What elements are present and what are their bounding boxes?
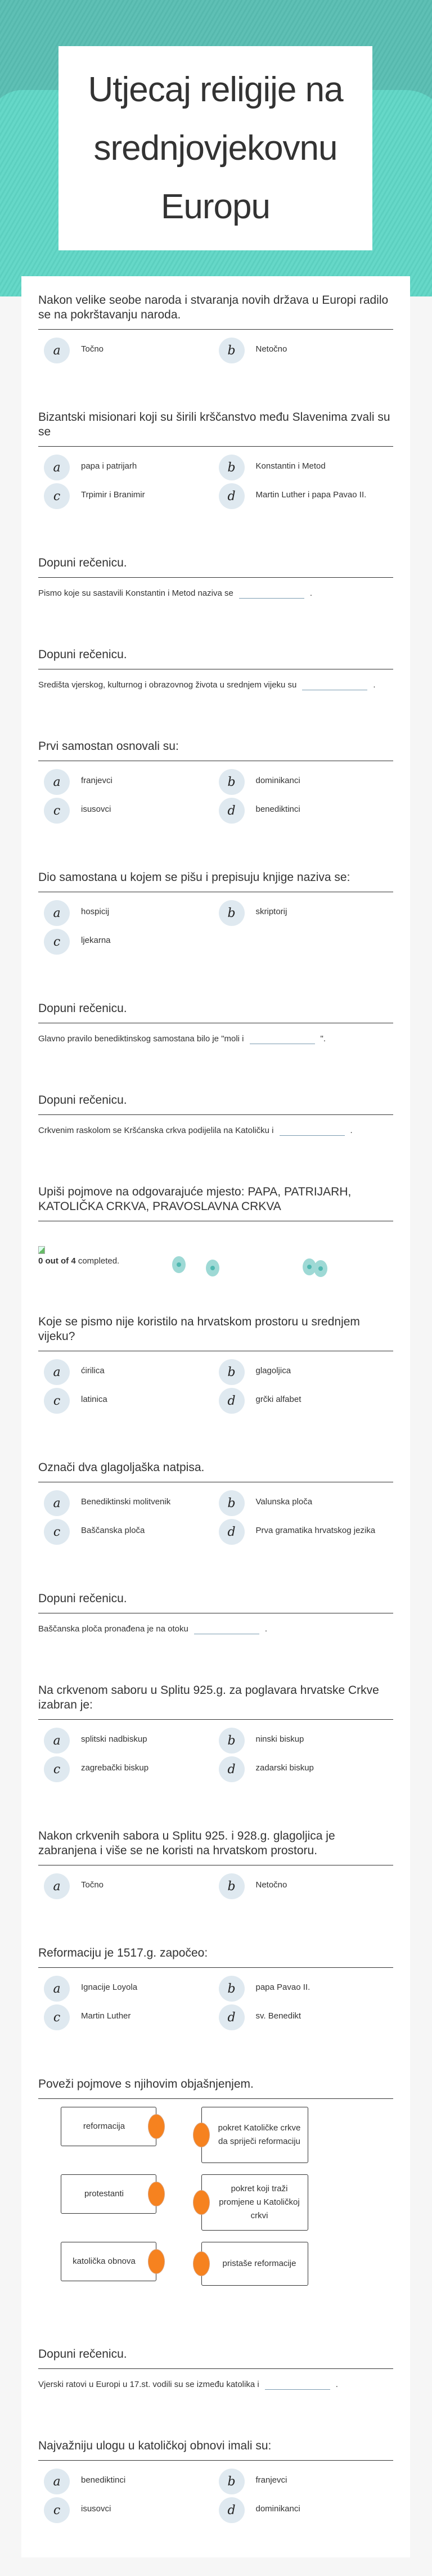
question-fill bbox=[38, 1001, 393, 1047]
option-text: Netočno bbox=[255, 344, 287, 354]
match-connector-right[interactable] bbox=[193, 2190, 210, 2215]
broken-image-icon bbox=[38, 1246, 45, 1254]
header-banner bbox=[0, 0, 432, 296]
question-mc bbox=[38, 410, 393, 510]
option-d[interactable] bbox=[219, 2497, 394, 2524]
progress-area bbox=[38, 1229, 393, 1269]
progress-suffix: completed. bbox=[75, 1256, 120, 1266]
question-title: Dopuni rečenicu. bbox=[38, 1592, 393, 1613]
option-text: benediktinci bbox=[81, 2475, 126, 2485]
option-text: dominikanci bbox=[255, 776, 300, 785]
match-connector-left[interactable] bbox=[148, 2182, 165, 2206]
option-letter-d-icon: d bbox=[219, 1756, 245, 1782]
question-title: Dopuni rečenicu. bbox=[38, 1093, 393, 1115]
option-b[interactable] bbox=[219, 455, 394, 481]
option-text: Točno bbox=[81, 344, 104, 354]
option-letter-b-icon: b bbox=[219, 1728, 245, 1754]
fill-sentence bbox=[38, 1621, 393, 1637]
option-text: Konstantin i Metod bbox=[255, 461, 326, 471]
option-text: franjevci bbox=[255, 2475, 287, 2485]
sentence-text: Središta vjerskog, kulturnog i obrazovnog života u srednjem vijeku su bbox=[38, 680, 297, 690]
option-text: ljekarna bbox=[81, 936, 111, 945]
question-title: Dopuni rečenicu. bbox=[38, 556, 393, 578]
blank-input[interactable] bbox=[280, 1126, 345, 1136]
sentence-end: . bbox=[335, 2380, 338, 2389]
option-letter-a-icon: a bbox=[44, 1490, 70, 1516]
options-grid bbox=[38, 1976, 393, 2031]
sentence-text: Glavno pravilo benediktinskog samostana bilo je "moli i bbox=[38, 1034, 244, 1044]
drop-target-hotspot[interactable] bbox=[172, 1256, 186, 1273]
option-letter-a-icon: a bbox=[44, 338, 70, 363]
match-right-item[interactable]: pokret Katoličke crkve da spriječi reformaciju bbox=[201, 2107, 308, 2163]
option-letter-c-icon: c bbox=[44, 929, 70, 955]
option-text: Martin Luther i papa Pavao II. bbox=[255, 490, 367, 500]
question-title: Prvi samostan osnovali su: bbox=[38, 739, 393, 761]
option-a[interactable] bbox=[44, 1359, 219, 1386]
blank-input[interactable] bbox=[250, 1034, 315, 1044]
option-text: zadarski biskup bbox=[255, 1763, 314, 1773]
question-title: Na crkvenom saboru u Splitu 925.g. za poglavara hrvatske Crkve izabran je: bbox=[38, 1683, 393, 1720]
fill-sentence bbox=[38, 677, 393, 693]
sentence-text: Baščanska ploča pronađena je na otoku bbox=[38, 1624, 188, 1634]
option-letter-b-icon: b bbox=[219, 900, 245, 926]
question-title: Poveži pojmove s njihovim objašnjenjem. bbox=[38, 2077, 393, 2099]
question-fill bbox=[38, 556, 393, 601]
option-text: skriptorij bbox=[255, 907, 287, 916]
option-text: isusovci bbox=[81, 2504, 111, 2514]
question-title: Nakon crkvenih sabora u Splitu 925. i 928.g. glagoljica je zabranjena i više se ne koristi na hrvatskom prostoru. bbox=[38, 1829, 393, 1865]
question-mc bbox=[38, 1683, 393, 1783]
option-d[interactable] bbox=[219, 1756, 394, 1783]
option-letter-a-icon: a bbox=[44, 1976, 70, 2002]
option-letter-d-icon: d bbox=[219, 1519, 245, 1545]
option-a[interactable] bbox=[44, 1976, 219, 2002]
option-c[interactable] bbox=[44, 1388, 219, 1414]
options-grid bbox=[38, 1359, 393, 1414]
drop-target-hotspot[interactable] bbox=[206, 1260, 219, 1276]
option-c[interactable] bbox=[44, 1519, 219, 1545]
option-b[interactable] bbox=[219, 1728, 394, 1754]
option-c[interactable] bbox=[44, 798, 219, 824]
option-text: ninski biskup bbox=[255, 1734, 304, 1744]
option-d[interactable] bbox=[219, 798, 394, 824]
question-title: Reformaciju je 1517.g. započeo: bbox=[38, 1946, 393, 1968]
question-mc bbox=[38, 1315, 393, 1414]
option-d[interactable] bbox=[219, 1519, 394, 1545]
option-text: Točno bbox=[81, 1880, 104, 1890]
title-box bbox=[58, 46, 372, 250]
question-fill bbox=[38, 1093, 393, 1139]
option-letter-d-icon: d bbox=[219, 798, 245, 824]
option-c[interactable] bbox=[44, 2004, 219, 2031]
option-b[interactable] bbox=[219, 769, 394, 795]
match-right-item[interactable]: pristaše reformacije bbox=[201, 2242, 308, 2286]
fill-sentence bbox=[38, 1031, 393, 1047]
option-text: splitski nadbiskup bbox=[81, 1734, 147, 1744]
option-d[interactable] bbox=[219, 483, 394, 510]
option-b[interactable] bbox=[219, 2469, 394, 2495]
option-c[interactable] bbox=[44, 929, 219, 955]
progress-count: 0 out of 4 bbox=[38, 1256, 76, 1266]
options-grid bbox=[38, 2469, 393, 2524]
question-title: Najvažniju ulogu u katoličkoj obnovi imali su: bbox=[38, 2439, 393, 2461]
question-fill bbox=[38, 648, 393, 693]
match-left-item[interactable]: reformacija bbox=[61, 2107, 156, 2146]
match-left-item[interactable]: katolička obnova bbox=[61, 2242, 156, 2281]
option-letter-c-icon: c bbox=[44, 798, 70, 824]
option-letter-a-icon: a bbox=[44, 1359, 70, 1385]
question-progress bbox=[38, 1185, 393, 1269]
sentence-end: . bbox=[264, 1624, 268, 1634]
option-letter-b-icon: b bbox=[219, 1873, 245, 1899]
option-letter-a-icon: a bbox=[44, 455, 70, 480]
option-letter-c-icon: c bbox=[44, 1388, 70, 1414]
option-text: sv. Benedikt bbox=[255, 2011, 302, 2021]
option-letter-d-icon: d bbox=[219, 2497, 245, 2523]
option-text: Valunska ploča bbox=[255, 1497, 313, 1507]
blank-input[interactable] bbox=[239, 588, 304, 599]
option-letter-a-icon: a bbox=[44, 1728, 70, 1754]
option-letter-c-icon: c bbox=[44, 1756, 70, 1782]
matching-area bbox=[38, 2107, 393, 2301]
option-letter-d-icon: d bbox=[219, 2004, 245, 2030]
sentence-text: Crkvenim raskolom se Kršćanska crkva podijelila na Katoličku i bbox=[38, 1126, 274, 1135]
option-letter-b-icon: b bbox=[219, 1359, 245, 1385]
match-connector-left[interactable] bbox=[148, 2249, 165, 2274]
fill-sentence bbox=[38, 1123, 393, 1139]
question-mc bbox=[38, 739, 393, 824]
match-connector-right[interactable] bbox=[193, 2123, 210, 2147]
question-mc bbox=[38, 1829, 393, 1900]
question-title: Dopuni rečenicu. bbox=[38, 1001, 393, 1023]
fill-sentence bbox=[38, 2377, 393, 2393]
option-text: Netočno bbox=[255, 1880, 287, 1890]
option-b[interactable] bbox=[219, 900, 394, 927]
option-text: hospicij bbox=[81, 907, 110, 916]
question-mc bbox=[38, 1946, 393, 2031]
option-letter-d-icon: d bbox=[219, 483, 245, 509]
question-mc bbox=[38, 2439, 393, 2524]
option-b[interactable] bbox=[219, 1490, 394, 1517]
option-letter-b-icon: b bbox=[219, 455, 245, 480]
option-a[interactable] bbox=[44, 769, 219, 795]
option-text: grčki alfabet bbox=[255, 1395, 302, 1404]
option-letter-a-icon: a bbox=[44, 900, 70, 926]
sentence-text: Vjerski ratovi u Europi u 17.st. vodili su se između katolika i bbox=[38, 2380, 259, 2389]
option-text: benediktinci bbox=[255, 804, 300, 814]
blank-input[interactable] bbox=[302, 680, 367, 690]
option-a[interactable] bbox=[44, 2469, 219, 2495]
option-letter-b-icon: b bbox=[219, 2469, 245, 2494]
option-text: latinica bbox=[81, 1395, 107, 1404]
option-text: Martin Luther bbox=[81, 2011, 131, 2021]
page-title: Utjecaj religije na srednjovjekovnu Europu bbox=[88, 70, 343, 226]
options-grid bbox=[38, 900, 393, 955]
sentence-end: . bbox=[309, 588, 313, 598]
question-title: Koje se pismo nije koristilo na hrvatskom prostoru u srednjem vijeku? bbox=[38, 1315, 393, 1351]
option-text: Trpimir i Branimir bbox=[81, 490, 145, 500]
match-connector-right[interactable] bbox=[193, 2251, 210, 2276]
option-text: Benediktinski molitvenik bbox=[81, 1497, 171, 1507]
sentence-end: . bbox=[373, 680, 376, 690]
question-title: Bizantski misionari koji su širili krščanstvo među Slavenima zvali su se bbox=[38, 410, 393, 447]
question-fill bbox=[38, 2347, 393, 2393]
option-letter-b-icon: b bbox=[219, 1490, 245, 1516]
option-text: isusovci bbox=[81, 804, 111, 814]
option-c[interactable] bbox=[44, 1756, 219, 1783]
option-b[interactable] bbox=[219, 338, 394, 364]
option-b[interactable] bbox=[219, 1359, 394, 1386]
question-mc bbox=[38, 1460, 393, 1545]
option-d[interactable] bbox=[219, 1388, 394, 1414]
question-title: Dopuni rečenicu. bbox=[38, 2347, 393, 2369]
option-letter-b-icon: b bbox=[219, 1976, 245, 2002]
question-mc bbox=[38, 870, 393, 955]
option-a[interactable] bbox=[44, 455, 219, 481]
question-title: Upiši pojmove na odgovarajuće mjesto: PAPA, PATRIJARH, KATOLIČKA CRKVA, PRAVOSLAVNA CRKVA bbox=[38, 1185, 393, 1221]
question-match bbox=[38, 2077, 393, 2301]
option-letter-a-icon: a bbox=[44, 2469, 70, 2494]
option-text: Ignacije Loyola bbox=[81, 1982, 138, 1992]
quiz-card bbox=[21, 276, 410, 2557]
option-text: papa i patrijarh bbox=[81, 461, 137, 471]
option-c[interactable] bbox=[44, 2497, 219, 2524]
question-mc bbox=[38, 293, 393, 364]
match-right-item[interactable]: pokret koji traži promjene u Katoličkoj crkvi bbox=[201, 2174, 308, 2231]
options-grid bbox=[38, 1728, 393, 1783]
match-left-item[interactable]: protestanti bbox=[61, 2174, 156, 2214]
option-text: zagrebački biskup bbox=[81, 1763, 149, 1773]
option-letter-b-icon: b bbox=[219, 338, 245, 363]
option-a[interactable] bbox=[44, 1873, 219, 1900]
blank-input[interactable] bbox=[265, 2380, 330, 2390]
question-title: Nakon velike seobe naroda i stvaranja novih država u Europi radilo se na pokrštavanju naroda. bbox=[38, 293, 393, 330]
option-a[interactable] bbox=[44, 1490, 219, 1517]
option-a[interactable] bbox=[44, 1728, 219, 1754]
sentence-text: Pismo koje su sastavili Konstantin i Metod naziva se bbox=[38, 588, 233, 598]
option-a[interactable] bbox=[44, 338, 219, 364]
option-c[interactable] bbox=[44, 483, 219, 510]
options-grid bbox=[38, 338, 393, 364]
option-a[interactable] bbox=[44, 900, 219, 927]
option-b[interactable] bbox=[219, 1976, 394, 2002]
question-fill bbox=[38, 1592, 393, 1637]
options-grid bbox=[38, 455, 393, 510]
fill-sentence bbox=[38, 586, 393, 601]
option-text: ćirilica bbox=[81, 1366, 105, 1375]
options-grid bbox=[38, 1873, 393, 1900]
option-letter-c-icon: c bbox=[44, 2497, 70, 2523]
option-letter-c-icon: c bbox=[44, 483, 70, 509]
option-text: glagoljica bbox=[255, 1366, 291, 1375]
question-title: Označi dva glagoljaška natpisa. bbox=[38, 1460, 393, 1482]
option-b[interactable] bbox=[219, 1873, 394, 1900]
option-letter-a-icon: a bbox=[44, 1873, 70, 1899]
option-text: dominikanci bbox=[255, 2504, 300, 2514]
options-grid bbox=[38, 769, 393, 824]
option-letter-c-icon: c bbox=[44, 1519, 70, 1545]
option-letter-c-icon: c bbox=[44, 2004, 70, 2030]
match-connector-left[interactable] bbox=[148, 2114, 165, 2139]
option-text: Prva gramatika hrvatskog jezika bbox=[255, 1526, 376, 1535]
option-d[interactable] bbox=[219, 2004, 394, 2031]
question-title: Dopuni rečenicu. bbox=[38, 648, 393, 669]
sentence-end: . bbox=[350, 1126, 353, 1135]
question-title: Dio samostana u kojem se pišu i prepisuju knjige naziva se: bbox=[38, 870, 393, 892]
options-grid bbox=[38, 1490, 393, 1545]
option-text: Baščanska ploča bbox=[81, 1526, 145, 1535]
blank-input[interactable] bbox=[194, 1624, 259, 1634]
option-text: franjevci bbox=[81, 776, 112, 785]
drop-target-hotspot[interactable] bbox=[314, 1260, 327, 1277]
option-text: papa Pavao II. bbox=[255, 1982, 310, 1992]
option-letter-d-icon: d bbox=[219, 1388, 245, 1414]
option-letter-a-icon: a bbox=[44, 769, 70, 795]
option-letter-b-icon: b bbox=[219, 769, 245, 795]
sentence-end: ". bbox=[320, 1034, 326, 1044]
